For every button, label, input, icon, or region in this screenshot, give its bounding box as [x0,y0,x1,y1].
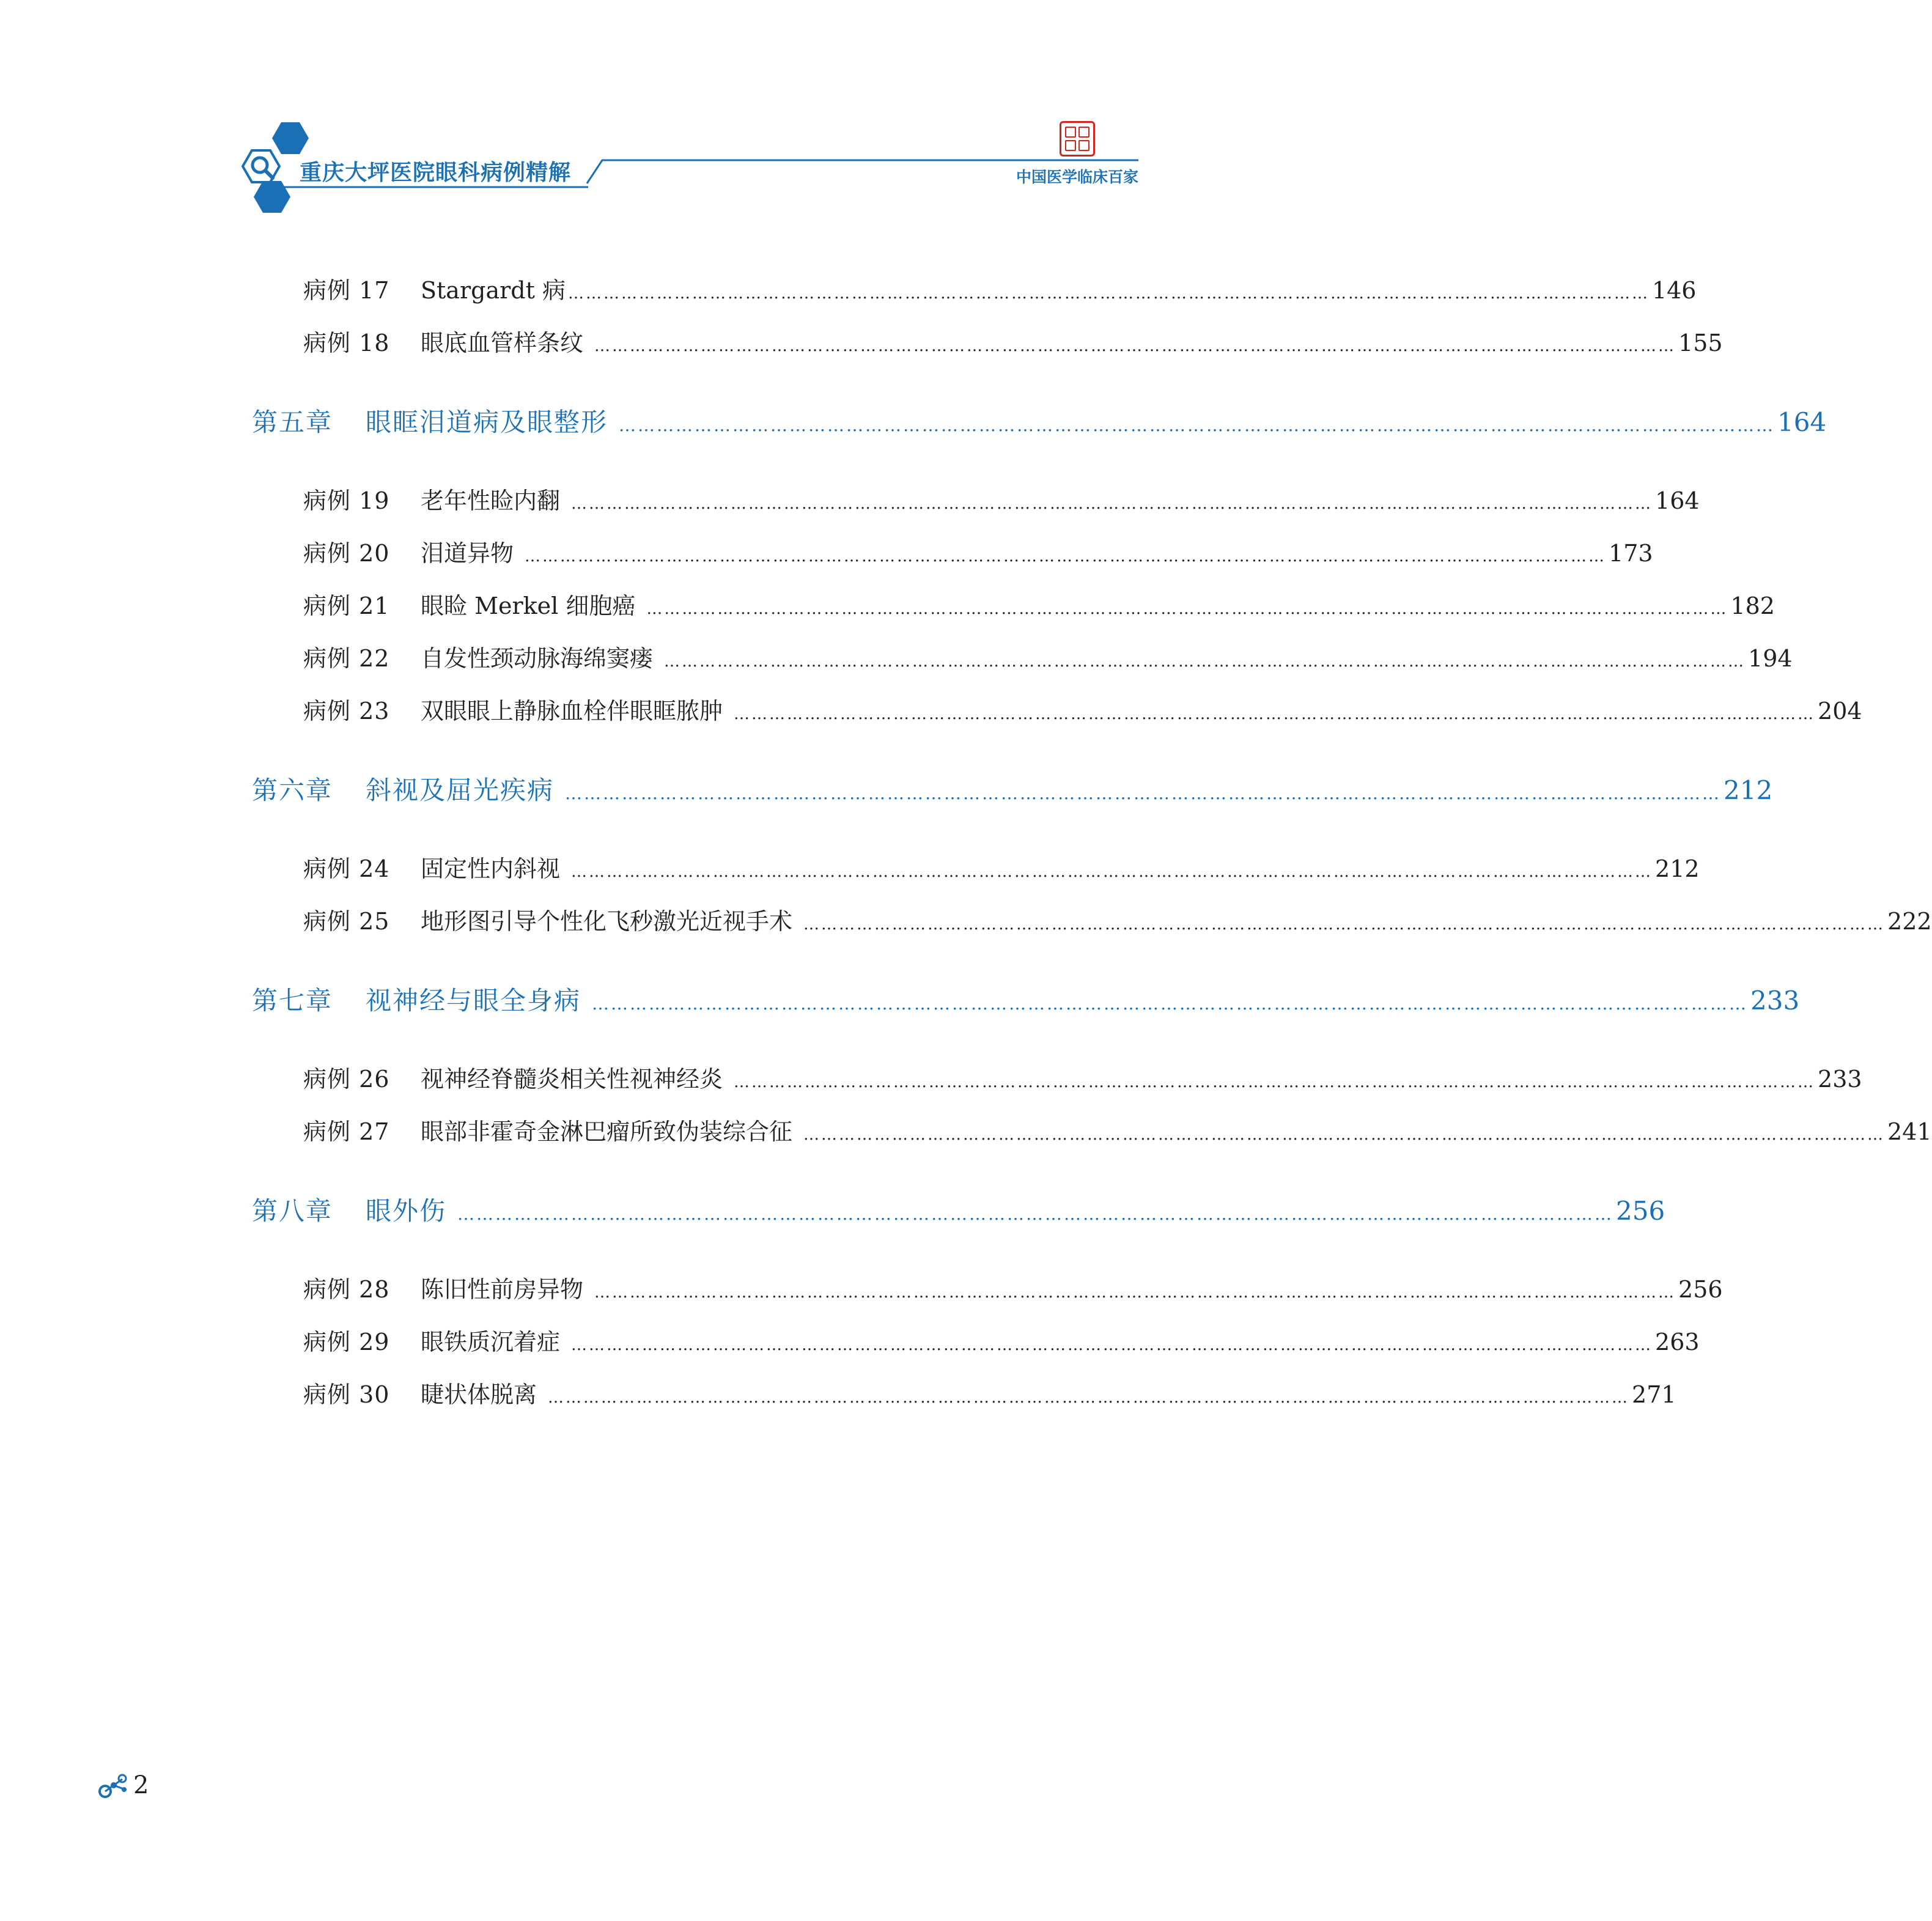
case-number: 病例 28 [303,1276,390,1303]
book-title: 重庆大坪医院眼科病例精解 [300,160,572,185]
leader-dots: ………………………………………………………………………………………………………………………………………………………………… [565,783,1722,803]
page-ref: 194 [1748,645,1793,672]
toc-case-row[interactable] [303,640,1793,673]
chapter-title: 眼眶泪道病及眼整形 [366,407,608,437]
molecule-icon [98,1772,130,1799]
toc-case-row[interactable] [303,692,1862,726]
toc-case-row[interactable] [303,271,1697,305]
case-title: 泪道异物 [421,540,514,567]
case-title: 老年性睑内翻 [421,487,561,514]
page-ref: 241 [1887,1118,1932,1145]
chapter-number: 第五章 [252,407,333,437]
case-number: 病例 27 [303,1118,390,1145]
page-ref: 256 [1616,1196,1665,1226]
case-title: 固定性内斜视 [421,855,561,882]
leader-dots: ………………………………………………………………………………………………………………………………………………………………… [592,994,1749,1014]
page-ref: 222 [1887,908,1932,935]
case-number: 病例 23 [303,698,390,725]
toc-case-row[interactable] [303,587,1775,621]
case-number: 病例 30 [303,1381,390,1408]
leader-dots: ………………………………………………………………………………………………………………………………………………………………… [571,1336,1653,1354]
case-number: 病例 17 [303,277,390,304]
case-title: Stargardt 病 [421,277,566,304]
case-title: 眼部非霍奇金淋巴瘤所致伪装综合征 [421,1118,793,1145]
series-seal-logo [1060,121,1095,157]
leader-dots: ………………………………………………………………………………………………………………………………………………………………… [571,495,1653,513]
page-footer [98,1767,149,1804]
case-title: 睫状体脱离 [421,1381,537,1408]
page-ref: 164 [1777,407,1827,437]
case-number: 病例 26 [303,1066,390,1093]
toc-case-row[interactable] [303,850,1700,883]
page-ref: 233 [1750,986,1800,1016]
toc-case-row[interactable] [303,1376,1676,1409]
chapter-title: 眼外伤 [366,1196,447,1226]
page-number: 2 [133,1771,149,1799]
case-title: 双眼眼上静脉血栓伴眼眶脓肿 [421,698,723,725]
leader-dots: ………………………………………………………………………………………………………………………………………………………………… [734,705,1816,723]
toc-case-row[interactable] [303,1060,1862,1094]
chapter-number: 第七章 [252,986,333,1016]
page-ref: 233 [1818,1066,1862,1093]
leader-dots: ………………………………………………………………………………………………………………………………………………………………… [803,1126,1886,1144]
toc-case-row[interactable] [303,324,1723,358]
leader-dots: ………………………………………………………………………………………………………………………………………………………………… [803,915,1886,934]
leader-dots: ………………………………………………………………………………………………………………………………………………………………… [548,1388,1630,1407]
case-title: 眼铁质沉着症 [421,1329,561,1355]
chapter-number: 第六章 [252,775,333,805]
case-number: 病例 25 [303,908,390,935]
series-title: 中国医学临床百家 [1016,168,1138,186]
header-rule [0,0,1379,196]
page-ref: 212 [1724,775,1773,805]
leader-dots: ………………………………………………………………………………………………………………………………………………………………… [525,547,1607,566]
leader-dots: ………………………………………………………………………………………………………………………………………………………………… [646,600,1728,618]
case-number: 病例 22 [303,645,390,672]
toc-case-row[interactable] [303,902,1932,936]
chapter-title: 视神经与眼全身病 [366,986,581,1016]
toc-chapter-row[interactable] [252,1191,1665,1228]
case-title: 陈旧性前房异物 [421,1276,584,1303]
case-title: 地形图引导个性化飞秒激光近视手术 [421,908,793,935]
toc-case-row[interactable] [303,1113,1932,1146]
leader-dots: ………………………………………………………………………………………………………………………………………………………………… [664,652,1746,671]
page-ref: 182 [1730,592,1775,619]
page-ref: 146 [1651,277,1697,304]
case-number: 病例 24 [303,855,390,882]
page-ref: 204 [1818,698,1862,725]
running-header [0,0,1379,220]
page-ref: 164 [1655,487,1700,514]
case-title: 自发性颈动脉海绵窦瘘 [421,645,654,672]
case-number: 病例 19 [303,487,390,514]
chapter-title: 斜视及屈光疾病 [366,775,555,805]
leader-dots: ………………………………………………………………………………………………………………………………………………………………… [571,863,1653,881]
case-number: 病例 29 [303,1329,390,1355]
leader-dots: ………………………………………………………………………………………………………………………………………………………………… [619,415,1775,435]
toc-case-row[interactable] [303,482,1700,515]
leader-dots: ………………………………………………………………………………………………………………………………………………………………… [594,1283,1676,1302]
case-number: 病例 20 [303,540,390,567]
case-number: 病例 21 [303,592,390,619]
toc-case-row[interactable] [303,534,1653,568]
case-number: 病例 18 [303,330,390,356]
toc-case-row[interactable] [303,1270,1723,1304]
case-title: 眼底血管样条纹 [421,330,584,356]
case-title: 眼睑 Merkel 细胞癌 [421,592,636,619]
case-title: 视神经脊髓炎相关性视神经炎 [421,1066,723,1093]
chapter-number: 第八章 [252,1196,333,1226]
page-ref: 263 [1655,1329,1700,1355]
page-ref: 212 [1655,855,1700,882]
page-ref: 155 [1678,330,1723,356]
toc-chapter-row[interactable] [252,981,1800,1017]
page-ref: 271 [1632,1381,1676,1408]
page-ref: 173 [1609,540,1653,567]
toc-chapter-row[interactable] [252,402,1827,439]
toc-case-row[interactable] [303,1323,1700,1357]
leader-dots: ………………………………………………………………………………………………………………………………………………………………… [567,284,1650,303]
leader-dots: ………………………………………………………………………………………………………………………………………………………………… [594,337,1676,355]
leader-dots: ………………………………………………………………………………………………………………………………………………………………… [457,1204,1614,1224]
toc-chapter-row[interactable] [252,770,1773,807]
leader-dots: ………………………………………………………………………………………………………………………………………………………………… [734,1073,1816,1091]
page-ref: 256 [1678,1276,1723,1303]
